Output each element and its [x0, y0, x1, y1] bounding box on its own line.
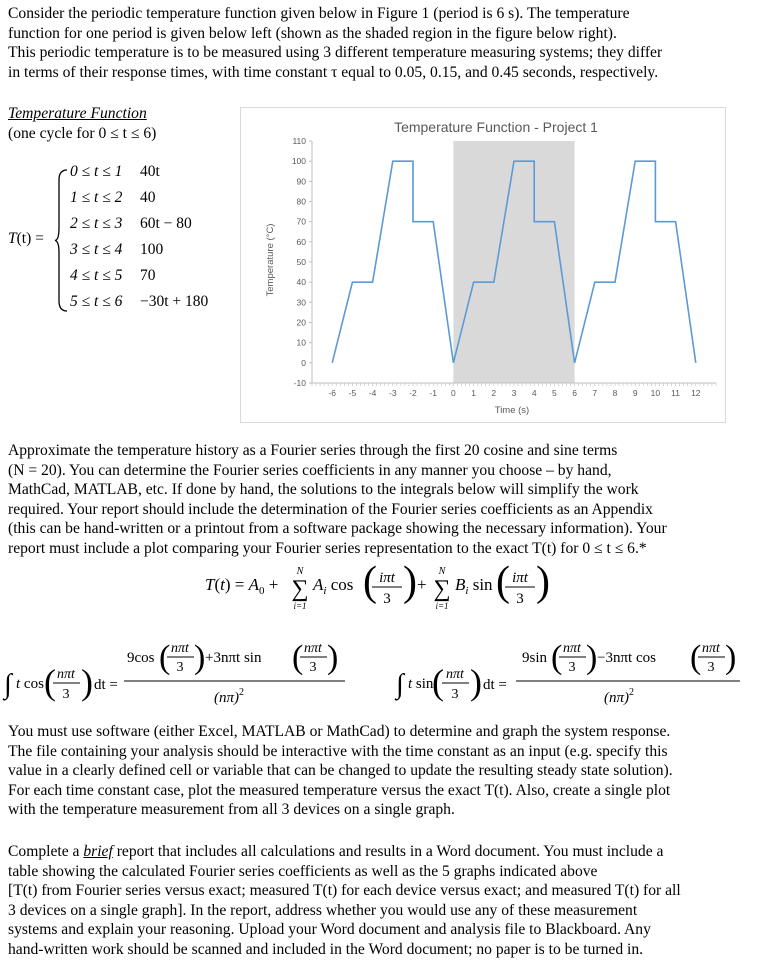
report-line: [T(t) from Fourier series versus exact; measured T(t) for each device versus exact; and measured T(t) for all — [8, 882, 681, 900]
approx-line: MathCad, MATLAB, etc. If done by hand, the solutions to the integrals below will simplify the work — [8, 481, 639, 499]
report-line: systems and explain your reasoning. Upload your Word document and analysis file to Blackboard. Any — [8, 921, 651, 939]
approx-line: required. Your report should include the determination of the Fourier series coefficients as an Appendix — [8, 500, 653, 518]
software-paragraph — [8, 722, 760, 820]
intro-line: in terms of their response times, with time constant τ equal to 0.05, 0.15, and 0.45 seconds, respectively. — [8, 63, 659, 81]
paren-close: ) — [327, 639, 339, 676]
y-tick-label: 90 — [296, 176, 306, 187]
fourier-lhs: $T(t) = A_0$ + — [205, 575, 279, 597]
cos-term: $A_i$ cos — [313, 575, 354, 597]
temperature-chart-svg — [240, 107, 726, 423]
fourier-series-equation — [205, 559, 550, 611]
piece-row: 0 ≤ t ≤ 1 40t — [70, 163, 160, 180]
report-line: table showing the calculated Fourier series coefficients as well as the 5 graphs indicated above — [8, 862, 598, 880]
sin-numerator-left: 9sin — [522, 650, 548, 666]
intro-line: function for one period is given below left (shown as the shaded region in the figure below right). — [8, 24, 617, 42]
paren-open: ( — [159, 639, 171, 676]
software-line: value in a clearly defined cell or variable that can be changed to update the resulting steady state solution). — [8, 762, 673, 780]
cos-numerator-left: 9cos — [127, 650, 155, 666]
paren-open: ( — [496, 559, 510, 605]
chart-title: Temperature Function - Project 1 — [394, 119, 598, 135]
plus-sign: + — [417, 575, 427, 594]
temperature-function-subtitle: (one cycle for 0 ≤ t ≤ 6) — [8, 124, 157, 142]
y-tick-label: 70 — [296, 216, 306, 227]
integral-dt: dt = — [483, 677, 507, 693]
x-tick-label: 6 — [572, 388, 577, 398]
paren-close: ) — [536, 559, 550, 605]
report-line: Complete a brief report that includes all calculations and results in a Word document. You must include a — [8, 843, 664, 860]
x-tick-label: 9 — [632, 388, 638, 398]
approx-line: report must include a plot comparing your Fourier series representation to the exact T(t) for 0 ≤ t ≤ 6.* — [8, 539, 647, 557]
frac-denominator: 3 — [176, 660, 184, 675]
x-tick-label: -3 — [389, 388, 397, 398]
x-tick-label: -5 — [348, 388, 357, 398]
shaded-period-region — [453, 141, 574, 383]
y-tick-label: -10 — [293, 378, 306, 388]
x-tick-label: 2 — [491, 388, 497, 398]
approx-line: (N = 20). You can determine the Fourier series coefficients in any manner you choose – by hand, — [8, 461, 612, 479]
y-tick-label: 100 — [291, 156, 306, 167]
cos-numerator-middle: +3nπt sin — [205, 650, 262, 666]
approximation-paragraph — [8, 441, 760, 559]
x-tick-label: 0 — [451, 388, 456, 398]
x-tick-label: 1 — [471, 388, 476, 398]
frac-numerator: nπt — [171, 641, 189, 656]
paren-close: ) — [403, 559, 417, 605]
sum-icon: ∑ — [433, 576, 451, 602]
frac-denominator: 3 — [707, 660, 715, 675]
sin-arg-numerator: iπt — [512, 570, 528, 586]
report-line: hand-written work should be scanned and included in the Word document; no paper is to be turned in. — [8, 940, 644, 958]
paren-open: ( — [292, 639, 304, 676]
piece-row: 4 ≤ t ≤ 5 70 — [70, 267, 156, 284]
y-tick-label: 40 — [296, 277, 306, 288]
brief-emphasis: brief — [83, 843, 113, 860]
x-tick-label: -2 — [409, 388, 417, 398]
y-tick-label: 0 — [301, 357, 306, 368]
x-tick-label: 3 — [511, 388, 517, 398]
frac-denominator: 3 — [309, 660, 317, 675]
x-tick-label: 5 — [552, 388, 557, 398]
integral-icon: ∫ — [396, 669, 404, 700]
y-tick-label: 10 — [296, 337, 306, 348]
piece-row: 2 ≤ t ≤ 3 60t − 80 — [70, 215, 192, 232]
paren-open: ( — [44, 662, 56, 702]
integral-sin-lhs: t sin — [408, 676, 434, 692]
sum-lower-limit: i=1 — [293, 601, 307, 611]
x-tick-label: 10 — [650, 388, 661, 398]
software-line: The file containing your analysis should be interactive with the time constant as an input (e.g. specify this — [8, 742, 668, 760]
approx-line: (this can be hand-written or a printout from a software package showing the necessary information). Your — [8, 520, 667, 538]
y-axis-label: Temperature (°C) — [265, 223, 276, 297]
paren-close: ) — [81, 662, 93, 702]
paren-open: ( — [551, 639, 563, 676]
integral-arg-denominator: 3 — [62, 687, 70, 702]
paren-open: ( — [690, 639, 702, 676]
integral-arg-numerator: nπt — [57, 667, 75, 682]
temperature-function-title: Temperature Function — [8, 105, 147, 122]
cos-arg-numerator: iπt — [379, 570, 395, 586]
integral-cos-formula — [2, 639, 345, 706]
paren-close: ) — [725, 639, 737, 676]
sin-denominator: $(n\pi)^2$ — [604, 687, 635, 706]
y-tick-label: 20 — [296, 317, 306, 328]
frac-numerator: nπt — [702, 641, 720, 656]
sin-numerator-middle: −3nπt cos — [597, 650, 656, 666]
integral-cos-lhs: t cos — [16, 676, 44, 692]
approx-line: Approximate the temperature history as a Fourier series through the first 20 cosine and sine terms — [8, 442, 618, 459]
sin-arg-denominator: 3 — [516, 591, 524, 607]
x-tick-label: 11 — [671, 388, 681, 398]
cos-denominator: $(n\pi)^2$ — [214, 687, 245, 706]
y-tick-label: 110 — [292, 136, 306, 146]
integral-arg-numerator: nπt — [446, 667, 464, 682]
paren-close: ) — [470, 662, 482, 702]
report-line: 3 devices on a single graph]. In the report, address whether you would use any of these measurement — [8, 901, 638, 919]
temperature-function-heading — [8, 104, 156, 143]
integral-arg-denominator: 3 — [451, 687, 459, 702]
x-tick-label: -6 — [328, 388, 336, 398]
piece-row: 5 ≤ t ≤ 6 −30t + 180 — [70, 293, 209, 310]
paren-open: ( — [363, 559, 377, 605]
integral-icon: ∫ — [4, 669, 12, 700]
sum-upper-limit: N — [296, 566, 304, 577]
intro-paragraph — [8, 4, 760, 82]
report-paragraph — [8, 842, 760, 960]
x-axis-label: Time (s) — [494, 405, 530, 416]
sum-icon: ∑ — [291, 576, 309, 602]
paren-open: ( — [432, 662, 444, 702]
paren-close: ) — [194, 639, 206, 676]
software-line: For each time constant case, plot the measured temperature versus the exact T(t). Also, create a single plot — [8, 781, 671, 799]
y-tick-label: 80 — [296, 196, 306, 207]
intro-line: Consider the periodic temperature function given below in Figure 1 (period is 6 s). The temperature — [8, 5, 630, 22]
y-tick-label: 60 — [296, 236, 306, 247]
frac-numerator: nπt — [563, 641, 581, 656]
sum-lower-limit: i=1 — [435, 601, 449, 611]
x-tick-label: -1 — [429, 388, 437, 398]
y-tick-label: 30 — [296, 297, 306, 308]
temperature-chart — [240, 107, 726, 423]
integral-sin-formula — [394, 639, 740, 706]
piece-row: 3 ≤ t ≤ 4 100 — [70, 241, 164, 258]
piece-row: 1 ≤ t ≤ 2 40 — [70, 189, 156, 206]
y-tick-label: 50 — [296, 257, 306, 267]
sin-term: $B_i$ sin — [455, 575, 493, 597]
x-tick-label: 4 — [531, 388, 537, 398]
left-brace-icon — [54, 168, 70, 313]
piecewise-definition — [8, 160, 238, 320]
integral-dt: dt = — [94, 677, 118, 693]
x-tick-label: 8 — [612, 388, 618, 398]
software-line: You must use software (either Excel, MATLAB or MathCad) to determine and graph the system response. — [8, 723, 671, 740]
paren-close: ) — [586, 639, 598, 676]
software-line: with the temperature measurement from all 3 devices on a single graph. — [8, 801, 455, 819]
piecewise-lhs: T(t) = — [8, 230, 44, 247]
x-tick-label: 12 — [691, 388, 701, 398]
cos-arg-denominator: 3 — [383, 591, 391, 607]
x-tick-label: 7 — [592, 388, 598, 398]
frac-numerator: nπt — [304, 641, 322, 656]
x-tick-label: -4 — [368, 388, 377, 398]
frac-denominator: 3 — [568, 660, 576, 675]
intro-line: This periodic temperature is to be measured using 3 different temperature measuring systems; they differ — [8, 44, 663, 62]
sum-upper-limit: N — [438, 566, 446, 577]
